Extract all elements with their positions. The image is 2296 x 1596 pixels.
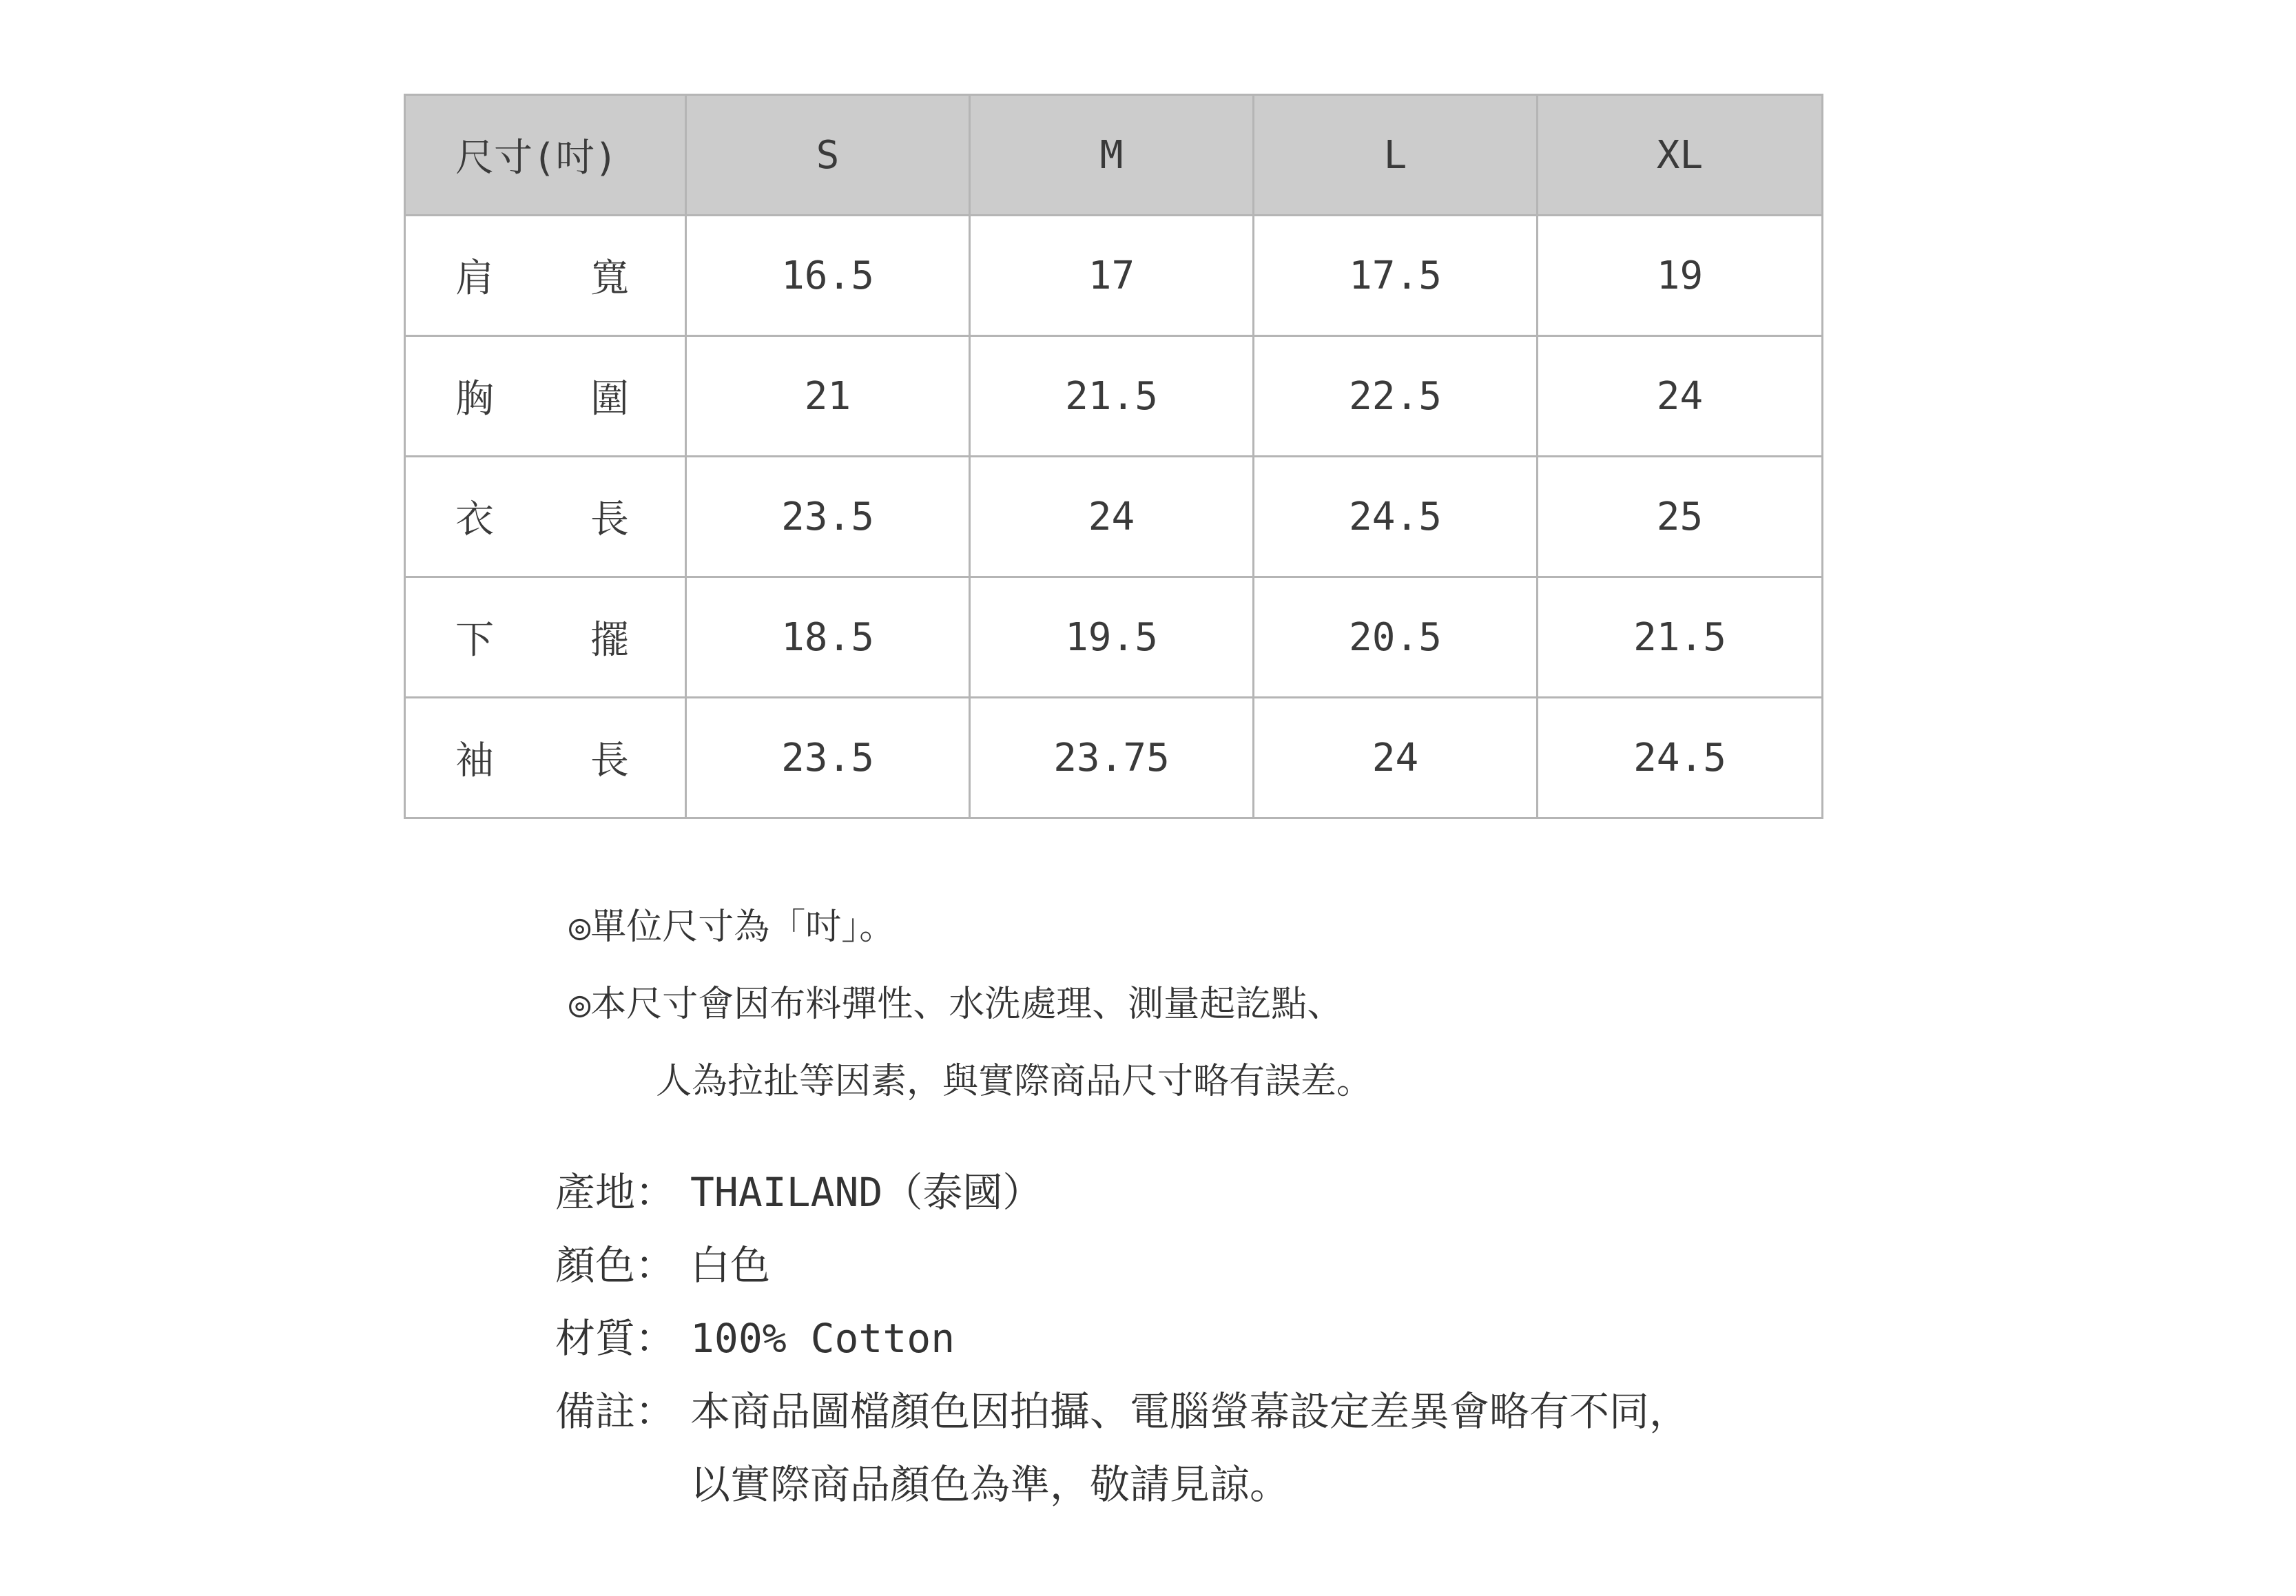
row-label-part: 寬 bbox=[590, 256, 629, 301]
table-cell: 17 bbox=[970, 216, 1254, 336]
table-row bbox=[405, 698, 1823, 818]
table-row bbox=[405, 457, 1823, 577]
row-label-part: 下 bbox=[455, 618, 494, 663]
detail-material bbox=[555, 1302, 1689, 1375]
table-cell: 23.5 bbox=[686, 698, 970, 818]
table-cell: 19.5 bbox=[970, 577, 1254, 698]
table-cell: 25 bbox=[1538, 457, 1823, 577]
origin-value: THAILAND（泰國） bbox=[690, 1169, 1043, 1216]
header-unit-label: 尺寸(吋) bbox=[405, 95, 686, 216]
row-label-part: 擺 bbox=[590, 618, 629, 663]
product-details bbox=[555, 1156, 1689, 1521]
table-cell: 24 bbox=[1254, 698, 1538, 818]
table-cell: 24.5 bbox=[1254, 457, 1538, 577]
detail-origin bbox=[555, 1156, 1689, 1229]
size-chart-header-row bbox=[405, 95, 1823, 216]
row-label bbox=[405, 577, 686, 698]
material-value: 100% Cotton bbox=[690, 1315, 955, 1362]
remark-key: 備註： bbox=[555, 1388, 676, 1435]
row-label bbox=[405, 336, 686, 457]
note-tolerance-cont: 人為拉扯等因素，與實際商品尺寸略有誤差。 bbox=[656, 1061, 1373, 1102]
table-cell: 24 bbox=[970, 457, 1254, 577]
origin-key: 產地： bbox=[555, 1169, 676, 1216]
row-label-part: 衣 bbox=[455, 497, 494, 542]
row-label-part: 長 bbox=[590, 738, 629, 783]
table-cell: 21.5 bbox=[970, 336, 1254, 457]
table-cell: 18.5 bbox=[686, 577, 970, 698]
table-cell: 24.5 bbox=[1538, 698, 1823, 818]
table-cell: 24 bbox=[1538, 336, 1823, 457]
note-unit: ◎單位尺寸為「吋」。 bbox=[569, 906, 896, 948]
table-cell: 17.5 bbox=[1254, 216, 1538, 336]
color-key: 顏色： bbox=[555, 1242, 676, 1289]
table-cell: 19 bbox=[1538, 216, 1823, 336]
table-cell: 23.5 bbox=[686, 457, 970, 577]
row-label-part: 長 bbox=[590, 497, 629, 542]
measurement-notes bbox=[569, 889, 1372, 1120]
row-label-part: 肩 bbox=[455, 256, 494, 301]
row-label-part: 袖 bbox=[455, 738, 494, 783]
color-value: 白色 bbox=[690, 1242, 771, 1289]
remark-value-cont: 以實際商品顏色為準，敬請見諒。 bbox=[690, 1461, 1290, 1508]
header-size-xl: XL bbox=[1538, 95, 1823, 216]
table-cell: 16.5 bbox=[686, 216, 970, 336]
table-cell: 21.5 bbox=[1538, 577, 1823, 698]
header-size-l: L bbox=[1254, 95, 1538, 216]
table-cell: 23.75 bbox=[970, 698, 1254, 818]
size-chart-table bbox=[404, 94, 1823, 819]
table-cell: 21 bbox=[686, 336, 970, 457]
row-label-part: 圍 bbox=[590, 377, 629, 422]
table-row bbox=[405, 216, 1823, 336]
row-label bbox=[405, 216, 686, 336]
table-row bbox=[405, 577, 1823, 698]
header-size-m: M bbox=[970, 95, 1254, 216]
remark-value: 本商品圖檔顏色因拍攝、電腦螢幕設定差異會略有不同， bbox=[690, 1388, 1690, 1435]
table-row bbox=[405, 336, 1823, 457]
row-label bbox=[405, 698, 686, 818]
row-label-part: 胸 bbox=[455, 377, 494, 422]
material-key: 材質： bbox=[555, 1315, 676, 1362]
note-tolerance: ◎本尺寸會因布料彈性、水洗處理、測量起訖點、 bbox=[569, 984, 1343, 1025]
table-cell: 22.5 bbox=[1254, 336, 1538, 457]
header-size-s: S bbox=[686, 95, 970, 216]
table-cell: 20.5 bbox=[1254, 577, 1538, 698]
detail-remark bbox=[555, 1375, 1689, 1448]
row-label bbox=[405, 457, 686, 577]
detail-color bbox=[555, 1229, 1689, 1302]
